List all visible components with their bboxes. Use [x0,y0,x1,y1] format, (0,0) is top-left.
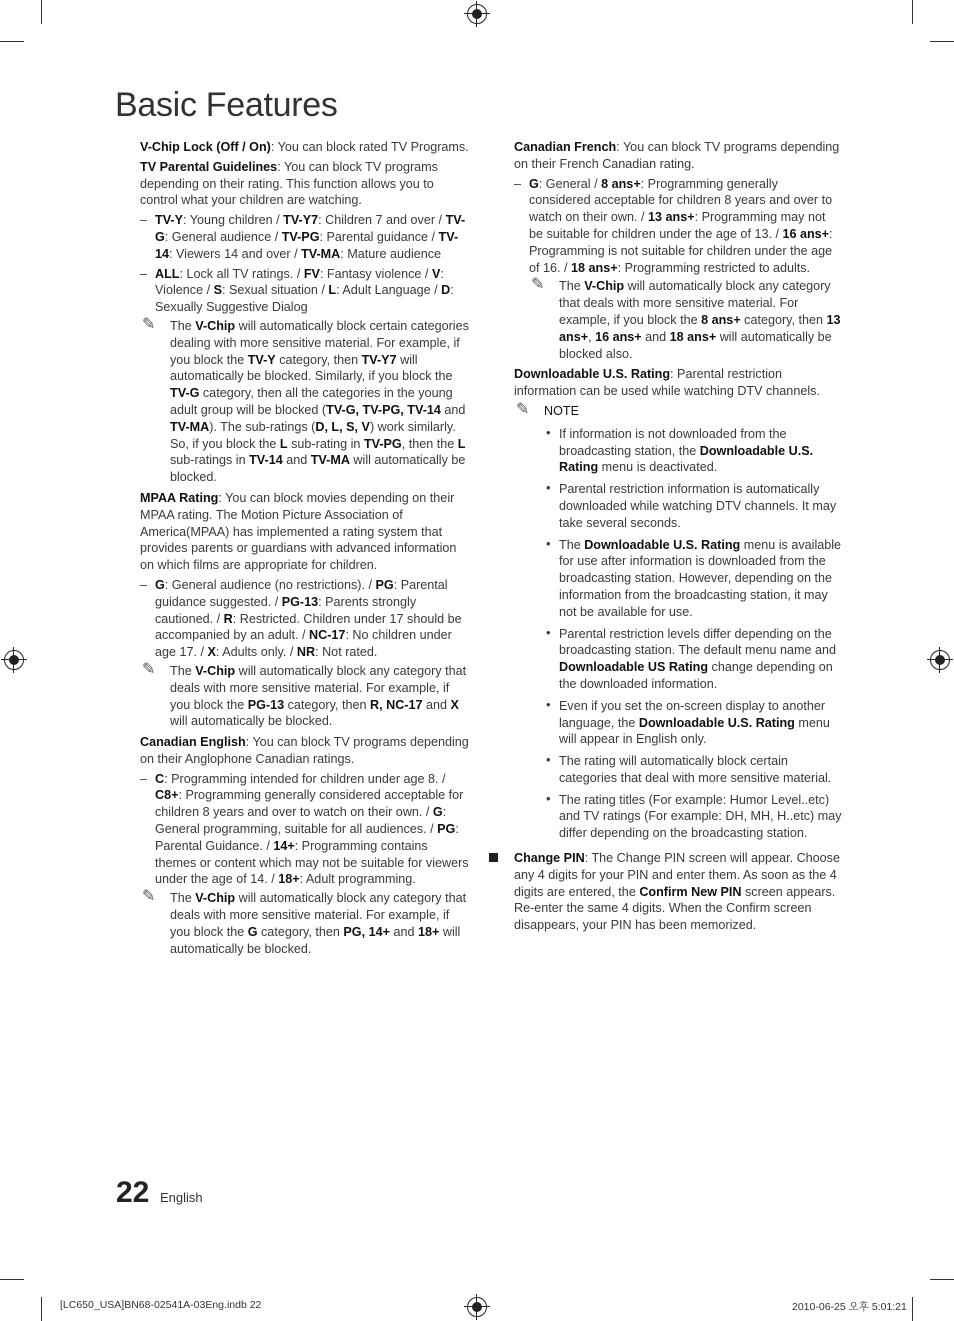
crop-mark [930,41,954,42]
note: ✎ The V-Chip will automatically block any category that deals with more sensitive material. For example, if you block the 8 ans+ category, then 13 ans+, 16 ans+ and 18 ans+ will automatically be blocked also. [531,276,841,361]
canadian-french-paragraph: Canadian French: You can block TV programs depending on their French Canadian rating. [514,140,840,171]
left-column [140,139,470,961]
downloadable-rating-paragraph: Downloadable U.S. Rating: Parental restriction information can be used while watching DTV channels. [514,367,820,399]
note-bullet-list [514,426,842,842]
mpaa-list-item: – G: General audience (no restrictions). / PG: Parental guidance suggested. / PG-13: Parents strongly cautioned. / R: Restricted. Children under 17 should be accompanied by an adult. / NC-17: No children under age 17. / X: Adults only. / NR: Not rated. ✎ The V-Chip will automatically block any category that deals with more sensitive material. For example, if you block the PG-13 category, then R, NC-17 and X will automatically be blocked. [140,577,470,730]
list-item: • If information is not downloaded from the broadcasting station, the Downloadable U.S. Rating menu is deactivated. [546,424,814,475]
tv-guidelines-paragraph: TV Parental Guidelines: You can block TV programs depending on their rating. This function allows you to control what your children are watching. [140,159,438,208]
registration-mark-icon [467,1297,487,1317]
note: ✎ The V-Chip will automatically block any category that deals with more sensitive material. For example, if you block the PG-13 category, then R, NC-17 and X will automatically be blocked. [142,660,467,729]
footer-file-info: [LC650_USA]BN68-02541A-03Eng.indb 22 [60,1299,262,1311]
tv-ratings-list-item: – TV-Y: Young children / TV-Y7: Children 7 and over / TV-G: General audience / TV-PG: Parental guidance / TV-14: Viewers 14 and over / TV-MA: Mature audience [140,213,466,261]
footer-timestamp: 2010-06-25 오후 5:01:21 [792,1301,907,1313]
mpaa-paragraph: MPAA Rating: You can block movies depending on their MPAA rating. The Motion Picture Association of America(MPAA) has implemented a rating system that provides parents or guardians with advanced information on which films are appropriate for children. [140,490,457,573]
canadian-english-paragraph: Canadian English: You can block TV programs depending on their Anglophone Canadian ratings. [140,735,469,766]
pencil-note-icon: ✎ [142,315,156,333]
pencil-note-icon: ✎ [142,888,156,906]
crop-mark [0,41,24,42]
square-bullet-icon [489,853,498,862]
crop-mark [930,1279,954,1280]
crop-mark [0,1279,24,1280]
change-pin-paragraph: Change PIN: The Change PIN screen will appear. Choose any 4 digits for your PIN and enter them. As soon as the 4 digits are entered, the Confirm New PIN screen appears. Re-enter the same 4 digits. When the Confirm screen disappears, your PIN has been memorized. [514,850,842,934]
note: ✎ The V-Chip will automatically block certain categories dealing with more sensitive material. For example, if you block the TV-Y category, then TV-Y7 will automatically be blocked. Similarly, if you block the TV-G category, then all the categories in the young adult group will be blocked (TV-G, TV-PG, TV-14 and TV-MA). The sub-ratings (D, L, S, V) work similarly. So, if you block the L sub-rating in TV-PG, then the L sub-ratings in TV-14 and TV-MA will automatically be blocked. [142,315,469,485]
right-column [514,139,842,937]
registration-mark-icon [930,650,950,670]
crop-mark [41,1297,42,1321]
content-ratings-list-item: – ALL: Lock all TV ratings. / FV: Fantasy violence / V: Violence / S: Sexual situation / L: Adult Language / D: Sexually Suggestive Dialog ✎ The V-Chip will automatically block certain categories dealing with more sensitive material. For example, if you block the TV-Y category, then TV-Y7 will automatically be blocked. Similarly, if you block the TV-G category, then all the categories in the young adult group will be blocked (TV-G, TV-PG, TV-14 and TV-MA). The sub-ratings (D, L, S, V) work similarly. So, if you block the L sub-rating in TV-PG, then the L sub-ratings in TV-14 and TV-MA will automatically be blocked. [140,266,469,485]
list-item: • Parental restriction levels differ depending on the broadcasting station. The default menu name and Downloadable US Rating change depending on the downloaded information. [546,624,837,691]
page-language: English [160,1190,203,1205]
pencil-note-icon: ✎ [531,276,545,294]
vchip-lock-paragraph: V-Chip Lock (Off / On): You can block rated TV Programs. [140,140,469,154]
canadian-english-list-item: – C: Programming intended for children under age 8. / C8+: Programming generally considered acceptable for children 8 years and over to watch on their own. / G: General programming, suitable for all audiences. / PG: Parental Guidance. / 14+: Programming contains themes or content which may not be suitable for viewers under the age of 14. / 18+: Adult programming. ✎ The V-Chip will automatically block any category that deals with more sensitive material. For example, if you block the G category, then PG, 14+ and 18+ will automatically be blocked. [140,771,469,956]
crop-mark [912,1297,913,1321]
note-heading: ✎ NOTE [516,400,579,418]
section-title: Basic Features [115,86,338,124]
list-item: • The rating titles (For example: Humor Level..etc) and TV ratings (For example: DH, MH, H..etc) may differ depending on the broadcasting station. [546,790,842,841]
crop-mark [41,0,42,24]
list-item: • Parental restriction information is automatically downloaded while watching DTV channels. It may take several seconds. [546,480,837,530]
list-item: • The rating will automatically block certain categories that deal with more sensitive material. [546,752,832,785]
registration-mark-icon [4,650,24,670]
note: ✎ The V-Chip will automatically block any category that deals with more sensitive material. For example, if you block the G category, then PG, 14+ and 18+ will automatically be blocked. [142,888,467,956]
pencil-note-icon: ✎ [516,400,530,418]
registration-mark-icon [467,4,487,24]
canadian-french-list-item: – G: General / 8 ans+: Programming generally considered acceptable for children 8 years and over to watch on their own. / 13 ans+: Programming may not be suitable for children under the age of 13. / 16 ans+: Programming is not suitable for children under the age of 16. / 18 ans+: Programming restricted to adults. ✎ The V-Chip will automatically block any category that deals with more sensitive material. For example, if you block the 8 ans+ category, then 13 ans+, 16 ans+ and 18 ans+ will automatically be blocked also. [514,176,841,361]
list-item: • The Downloadable U.S. Rating menu is available for use after information is downloaded from the broadcasting station. However, depending on the information from the broadcasting station, it may not be available for use. [546,535,842,619]
page-number: 22 [116,1176,150,1209]
list-item: • Even if you set the on-screen display to another language, the Downloadable U.S. Rating menu will appear in English only. [546,696,830,747]
crop-mark [912,0,913,24]
pencil-note-icon: ✎ [142,660,156,678]
